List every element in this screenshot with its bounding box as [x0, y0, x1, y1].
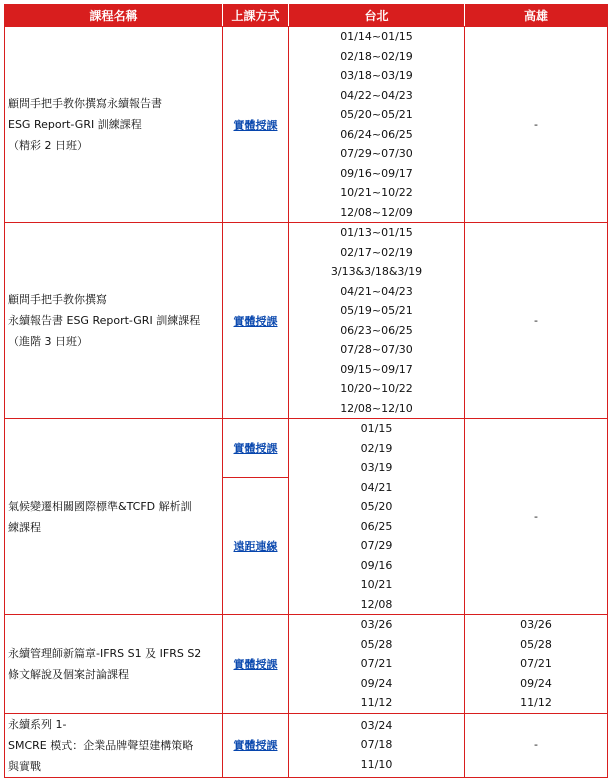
course-name-line: （進階 3 日班）: [8, 335, 88, 348]
mode-cell: [223, 713, 289, 777]
taipei-date: 04/21: [360, 480, 393, 494]
taipei-dates-cell: [289, 419, 465, 615]
table-body: [5, 27, 608, 778]
taipei-date: 3/13&3/18&3/19: [330, 265, 423, 278]
course-name-line: SMCRE 模式：企業品牌聲望建構策略: [8, 738, 194, 752]
taipei-date: 09/24: [360, 676, 393, 690]
course-name-line: 氣候變遷相關國際標準&TCFD 解析訓: [8, 499, 192, 513]
taipei-date: 03/19: [360, 461, 393, 474]
kaohsiung-date: -: [534, 509, 538, 523]
course-name-line: （精彩 2 日班）: [8, 139, 88, 152]
table-row: [5, 223, 608, 419]
taipei-date: 09/15~09/17: [340, 362, 413, 376]
taipei-date: 07/18: [360, 738, 393, 752]
course-name-line: 永續管理師新篇章-IFRS S1 及 IFRS S2: [8, 646, 202, 660]
taipei-date: 04/22~04/23: [340, 88, 413, 102]
kaohsiung-dates-cell: [465, 419, 608, 615]
course-name-line: 條文解說及個案討論課程: [8, 667, 129, 681]
course-name-cell: [5, 615, 223, 714]
taipei-date: 10/20~10/22: [340, 382, 413, 395]
mode-cell: [223, 615, 289, 714]
mode-cell: [223, 223, 289, 419]
taipei-date: 01/13~01/15: [340, 226, 413, 239]
table-row: [5, 27, 608, 223]
mode-link[interactable]: 實體授課: [233, 314, 278, 328]
kaohsiung-dates-cell: [465, 27, 608, 223]
header-mode: 上課方式: [223, 5, 289, 27]
taipei-date: 12/08~12/10: [340, 401, 413, 415]
course-name-line: 永續系列 1-: [8, 717, 67, 731]
course-name-cell: [5, 419, 223, 615]
course-name-cell: [5, 713, 223, 777]
taipei-date: 12/08: [360, 597, 393, 611]
taipei-date: 10/21: [360, 578, 393, 591]
table-row: [5, 713, 608, 777]
mode-link[interactable]: 實體授課: [233, 657, 278, 671]
mode-cell: [223, 27, 289, 223]
taipei-date: 09/16: [360, 558, 393, 572]
kaohsiung-date: 07/21: [520, 657, 552, 670]
taipei-date: 07/29~07/30: [340, 147, 413, 160]
table-row: [5, 615, 608, 714]
taipei-date: 06/24~06/25: [340, 127, 413, 141]
mode-link[interactable]: 實體授課: [233, 441, 278, 455]
header-course-name: 課程名稱: [5, 5, 223, 27]
taipei-date: 10/21~10/22: [340, 186, 413, 199]
course-name-line: 顧問手把手教你撰寫: [8, 293, 107, 306]
taipei-date: 05/28: [360, 637, 393, 651]
kaohsiung-dates-cell: [465, 615, 608, 714]
mode-link[interactable]: 實體授課: [233, 118, 278, 132]
taipei-date: 04/21~04/23: [340, 284, 413, 298]
kaohsiung-date: -: [534, 117, 538, 131]
taipei-date: 05/20~05/21: [340, 108, 413, 121]
header-taipei: 台北: [289, 5, 465, 27]
taipei-date: 11/12: [360, 696, 393, 709]
kaohsiung-date: 05/28: [520, 637, 552, 651]
taipei-date: 05/20: [360, 500, 393, 513]
course-name-line: 與實戰: [8, 759, 41, 773]
course-name-line: ESG Report-GRI 訓練課程: [8, 118, 142, 131]
kaohsiung-dates-cell: [465, 713, 608, 777]
kaohsiung-date: 11/12: [520, 696, 552, 709]
taipei-date: 02/18~02/19: [340, 49, 413, 63]
taipei-dates-cell: [289, 223, 465, 419]
taipei-date: 01/15: [360, 422, 393, 435]
mode-link[interactable]: 實體授課: [233, 739, 278, 752]
course-name-line: 顧問手把手教你撰寫永續報告書: [8, 97, 162, 110]
course-name-line: 練課程: [8, 520, 41, 534]
taipei-date: 06/23~06/25: [340, 323, 413, 337]
taipei-date: 06/25: [360, 519, 393, 533]
taipei-date: 09/16~09/17: [340, 166, 413, 180]
taipei-date: 02/17~02/19: [340, 245, 413, 259]
course-name-line: 永續報告書 ESG Report-GRI 訓練課程: [8, 314, 201, 327]
table-row: [5, 419, 608, 478]
taipei-date: 11/10: [360, 757, 393, 771]
header-kaohsiung: 高雄: [465, 5, 608, 27]
kaohsiung-date: 09/24: [520, 676, 552, 690]
course-schedule-table: [4, 4, 608, 778]
kaohsiung-date: 03/26: [520, 618, 552, 631]
taipei-dates-cell: [289, 713, 465, 777]
taipei-date: 02/19: [360, 441, 393, 455]
taipei-date: 03/18~03/19: [340, 69, 413, 82]
taipei-date: 07/29: [360, 539, 393, 552]
mode-cell: [223, 477, 289, 614]
kaohsiung-dates-cell: [465, 223, 608, 419]
kaohsiung-date: -: [534, 738, 538, 752]
taipei-dates-cell: [289, 615, 465, 714]
taipei-date: 07/21: [360, 657, 393, 670]
kaohsiung-date: -: [534, 313, 538, 327]
taipei-date: 12/08~12/09: [340, 205, 413, 219]
mode-cell: [223, 419, 289, 478]
taipei-dates-cell: [289, 27, 465, 223]
course-name-cell: [5, 27, 223, 223]
taipei-date: 01/14~01/15: [340, 30, 413, 43]
mode-link[interactable]: 遠距連線: [233, 539, 278, 553]
taipei-date: 03/26: [360, 618, 393, 631]
taipei-date: 03/24: [360, 718, 393, 732]
course-name-cell: [5, 223, 223, 419]
taipei-date: 07/28~07/30: [340, 343, 413, 356]
taipei-date: 05/19~05/21: [340, 304, 413, 317]
table-header-row: [5, 5, 608, 27]
